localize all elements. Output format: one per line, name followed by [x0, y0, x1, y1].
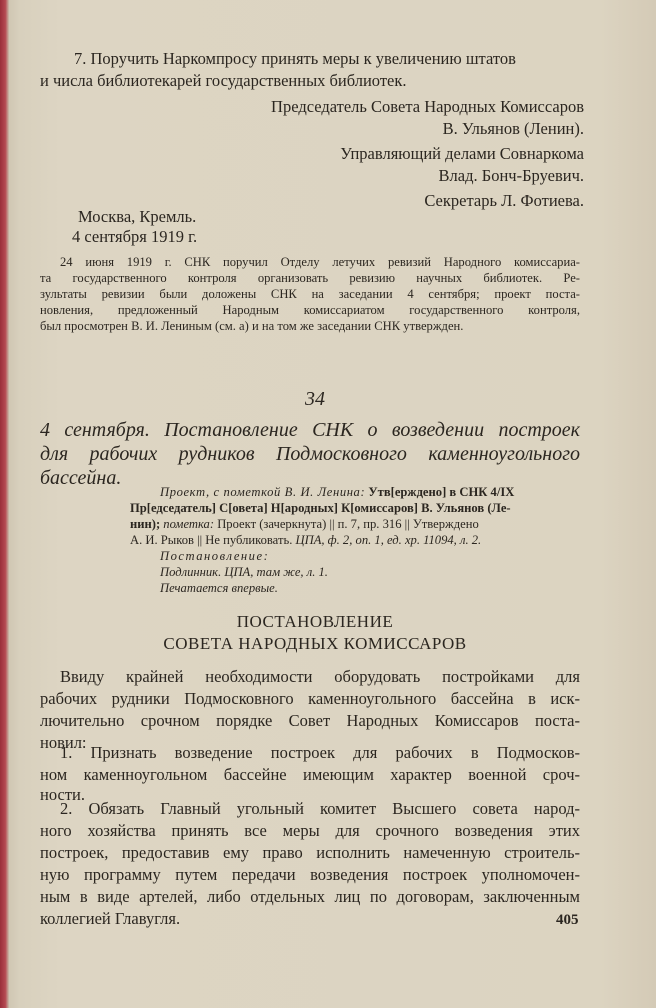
item2-line: построек, предоставив ему право исполнить намеченную строитель-	[40, 843, 580, 862]
signature-role-chairman: Председатель Совета Народных Комиссаров	[271, 97, 584, 116]
page-number: 405	[556, 912, 579, 928]
item2-line: ным в виде артелей, либо отдельных лиц по договорам, заключенным	[40, 887, 580, 906]
note-line: новления, предложенный Народным комиссариатом государственного контроля,	[40, 303, 580, 317]
provenance-first-print: Печатается впервые.	[160, 581, 278, 595]
provenance-original: Подлинник. ЦПА, там же, л. 1.	[160, 565, 328, 579]
approval-signature-end: нин);	[130, 517, 161, 531]
mark-label: пометка:	[160, 517, 215, 531]
approval-mark: Утв[ерждено] в СНК 4/IX	[365, 485, 515, 499]
body-line: Ввиду крайней необходимости оборудовать постройками для	[60, 667, 580, 686]
approval-signature: Пр[едседатель] С[овета] Н[ародных] К[омиссаров] В. Ульянов (Ле-	[130, 501, 511, 515]
note-line: зультаты ревизии были доложены СНК на заседании 4 сентября; проект поста-	[40, 287, 580, 301]
note-line: был просмотрен В. И. Лениным (см. а) и на том же заседании СНК утвержден.	[40, 319, 464, 333]
approval-rykov: А. И. Рыков || Не публиковать.	[130, 533, 293, 547]
item2-line: ного хозяйства принять все меры для срочного возведения этих	[40, 821, 580, 840]
item1-line: 1. Признать возведение построек для рабочих в Подмосков-	[60, 743, 580, 762]
signature-name-manager: Влад. Бонч-Бруевич.	[438, 166, 584, 185]
date: 4 сентября 1919 г.	[72, 227, 198, 246]
document-title-line: бассейна.	[40, 467, 122, 489]
provenance-line1	[160, 484, 514, 500]
item1-line: ности.	[40, 785, 85, 804]
item1-line: ном каменноугольном бассейне имеющим характер военной сроч-	[40, 765, 580, 784]
signature-role-manager: Управляющий делами Совнаркома	[340, 144, 584, 163]
note-line: та государственного контроля организовать ревизию научных библиотек. Ре-	[40, 271, 580, 285]
page-edge	[0, 0, 9, 1008]
note-line: 24 июня 1919 г. СНК поручил Отделу летучих ревизий Народного комиссариа-	[60, 255, 580, 269]
archive-ref: ЦПА, ф. 2, оп. 1, ед. хр. 11094, л. 2.	[292, 533, 482, 547]
item2-line: 2. Обязать Главный угольный комитет Высшего совета народ-	[60, 799, 580, 818]
body-line: лючительно срочном порядке Совет Народных Комиссаров поста-	[40, 711, 580, 730]
heading-line2: СОВЕТА НАРОДНЫХ КОМИССАРОВ	[163, 634, 467, 653]
provenance-line3	[130, 516, 479, 532]
item2-line: ную программу путем передачи возведения построек уполномочен-	[40, 865, 580, 884]
signature-name-chairman: В. Ульянов (Ленин).	[442, 119, 584, 138]
provenance-resolution: Постановление:	[160, 549, 270, 563]
body-line: рабочих рудники Подмосковного каменноугольного бассейна в иск-	[40, 689, 580, 708]
signature-secretary: Секретарь Л. Фотиева.	[424, 191, 584, 210]
mark-text: Проект (зачеркнута) || п. 7, пр. 316 || Утверждено	[214, 517, 479, 531]
heading-line1: ПОСТАНОВЛЕНИЕ	[236, 612, 394, 631]
document-number: 34	[305, 388, 325, 410]
point7-line2: и числа библиотекарей государственных библиотек.	[40, 71, 407, 90]
document-title-line: 4 сентября. Постановление СНК о возведении построек	[40, 419, 580, 441]
provenance-line2	[130, 500, 511, 516]
document-title-line: для рабочих рудников Подмосковного каменноугольного	[40, 443, 580, 465]
provenance-line4	[130, 532, 481, 548]
point7-line1: 7. Поручить Наркомпросу принять меры к увеличению штатов	[74, 49, 516, 68]
body-line: новил:	[40, 733, 87, 752]
provenance-label: Проект, с пометкой В. И. Ленина:	[160, 485, 366, 499]
place: Москва, Кремль.	[78, 207, 197, 226]
item2-line: коллегией Главугля.	[40, 909, 181, 928]
